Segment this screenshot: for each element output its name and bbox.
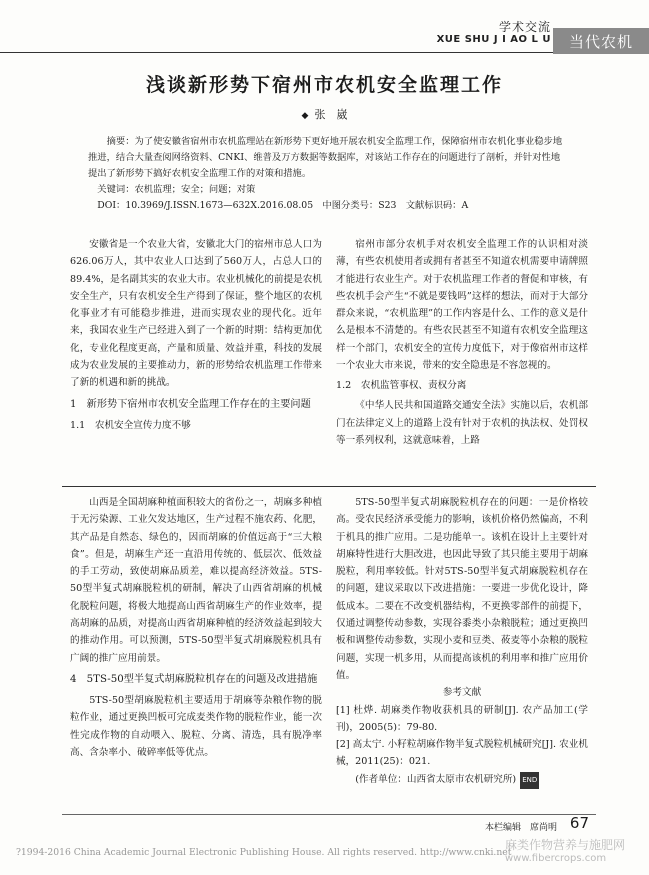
lower-right-column (336, 494, 588, 789)
body-paragraph: 安徽省是一个农业大省，安徽北大门的宿州市总人口为626.06万人，其中农业人口达到了560万人，占总人口的89.4%，是名副其实的农业大市。农业机械化的前提是农机安全生产，只有农机安全生产得到了保证，整个地区的农机化事业才有可能稳步推进，进而实现农业的现代化。近年来，我国农业生产已经进入到了一个新的时期：结构更加优化，专业化程度更高，产量和质量、效益并重，科技的发展成为农业发展的主要推动力，新的形势给农机监理工作带来了新的机遇和新的挑战。 (70, 239, 322, 389)
body-paragraph: 宿州市部分农机手对农机安全监理工作的认识相对淡薄，有些农机使用者或拥有者甚至不知道农机需要申请牌照才能进行农业生产。对于农机监理工作者的督促和审核，有些农机手会产生“不就是要钱吗”这样的想法，而对于大部分群众来说，“农机监理”的工作内容是什么、工作的意义是什么是根本不清楚的。有些农民甚至不知道有农机安全监理这样一个部门，农机安全的宣传力度低下，对于像宿州市这样一个农业大市来说，带来的安全隐患是不容忽视的。 (336, 239, 588, 372)
author-unit-text: (作者单位：山西省太原市农机研究所) (355, 773, 517, 785)
header-rule (0, 52, 553, 53)
references-title: 参考文献 (442, 687, 482, 699)
article-title: 浅谈新形势下宿州市农机安全监理工作 (145, 74, 503, 96)
article-author (0, 106, 649, 122)
upper-left-column (70, 236, 322, 437)
abstract-text: 摘要：为了使安徽省宿州市农机监理站在新形势下更好地开展农机安全监理工作，保障宿州市农机化事业稳步地推进，结合大量查阅网络资料、CNKI、维普及万方数据等数据库，对该站工作存在的问题进行了剖析，并针对性地提出了新形势下搞好农机安全监理工作的对策和措施。 (88, 136, 563, 179)
end-mark: END (520, 772, 539, 789)
reference-item: [1] 杜烨. 胡麻类作物收获机具的研制[J]. 农产品加工(学刊)，2005(5)：79-80. (336, 704, 588, 733)
watermark-text: 麻类作物营养与施肥网 (505, 838, 626, 852)
body-paragraph: 山西是全国胡麻种植面积较大的省份之一，胡麻多种植于无污染源、工业欠发达地区，生产过程不施农药、化肥，其产品是自然态、绿色的，因而胡麻的价值远高于“三大粮食”。但是，胡麻生产还一直沿用传统的、低层次、低效益的手工劳动，致使胡麻品质差，难以提高经济效益。5TS-50型半复式胡麻脱粒机的研制，解决了山西省胡麻的机械化脱粒问题，将极大地提高山西省胡麻生产的作业效率，提高胡麻的品质，对提高山西省胡麻种植的经济效益起到较大的推动作用。可以预测，5TS-50型半复式胡麻脱粒机具有广阔的推广应用前景。 (70, 497, 322, 664)
doi-line: DOI：10.3969/J.ISSN.1673—632X.2016.08.05 中图分类号：S23 文献标识码：A (97, 200, 469, 211)
body-paragraph: 5TS-50型胡麻脱粒机主要适用于胡麻等杂粮作物的脱粒作业，通过更换凹板可完成麦类作物的脱粒作业，能一次性完成作物的自动喂入、脱粒、分离、清选，具有脱净率高、含杂率小、破碎率低等优点。 (70, 694, 322, 758)
column-editor: 本栏编辑 席尚明 (484, 823, 557, 833)
watermark (505, 838, 625, 866)
footer-rule (62, 814, 596, 815)
author-name: 张 崴 (314, 108, 348, 121)
section-label-en: XUE SHU J I AO L U (436, 34, 551, 45)
subsection-heading: 1.1 农机安全宣传力度不够 (70, 419, 191, 431)
body-paragraph: 《中华人民共和国道路交通安全法》实施以后，农机部门在法律定义上的道路上没有针对于农机的执法权、处罚权等一系列权利，这就意味着，上路 (336, 400, 588, 446)
watermark-url: www.fibercrops.com (505, 853, 607, 864)
subsection-heading: 1.2 农机监管事权、责权分离 (336, 380, 467, 392)
copyright-notice: ?1994-2016 China Academic Journal Electronic Publishing House. All rights reserved. http://www.cnki.net (16, 847, 512, 858)
section-heading: 1 新形势下宿州市农机安全监理工作存在的主要问题 (70, 398, 311, 410)
keywords: 关键词：农机监理；安全；问题；对策 (97, 184, 256, 195)
section-heading: 4 5TS-50型半复式胡麻脱粒机存在的问题及改进措施 (70, 673, 318, 685)
article-divider (62, 486, 596, 487)
lower-left-column (70, 494, 322, 761)
body-paragraph: 5TS-50型半复式胡麻脱粒机存在的问题：一是价格较高。受农民经济承受能力的影响，该机价格仍然偏高，不利于机具的推广应用。二是功能单一。该机在设计上主要针对胡麻特性进行大胆改进，也因此导致了其只能主要用于胡麻脱粒，利用率较低。针对5TS-50型半复式胡麻脱粒机存在的问题，建议采取以下改进措施：一要进一步优化设计，降低成本。二要在不改变机器结构，不更换零部件的前提下，仅通过调整传动参数，实现谷黍类小杂粮脱粒；通过更换凹板和调整传动参数，实现小麦和豆类、莜麦等小杂粮的脱粒问题，实现一机多用，从而提高该机的利用率和推广应用价值。 (336, 497, 588, 681)
section-label-cn: 学术交流 (498, 20, 551, 34)
abstract-block (88, 134, 568, 214)
reference-item: [2] 高太宁. 小籽粒胡麻作物半复式脱粒机械研究[J]. 农业机械，2011(25)：021. (336, 739, 588, 768)
upper-right-column (336, 236, 588, 449)
diamond-icon: ◆ (301, 111, 309, 121)
page-number: 67 (569, 814, 589, 832)
author-unit (336, 771, 588, 789)
journal-name-badge: 当代农机 (553, 28, 649, 54)
